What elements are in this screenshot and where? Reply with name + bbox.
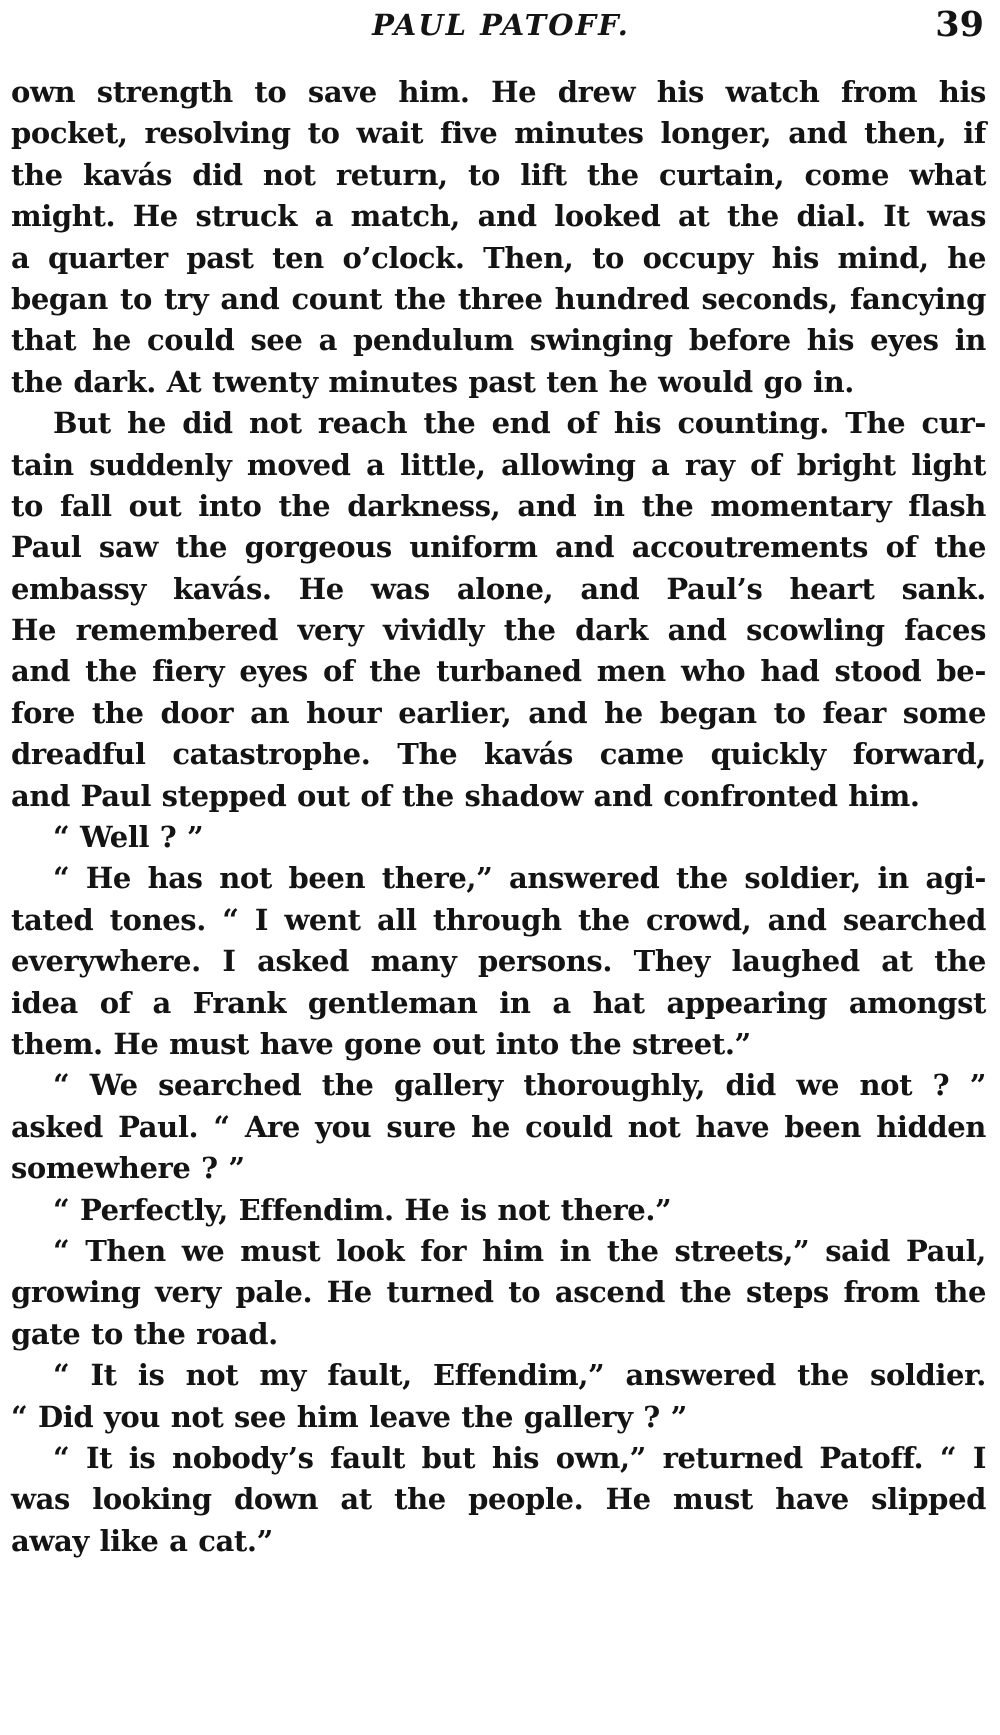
text-line: “ Perfectly, Effendim. He is not there.” — [53, 1192, 672, 1227]
text-line: “ Did you not see him leave the gallery ? ” — [11, 1399, 687, 1434]
text-line: idea of a Frank gentleman in a hat appearing amongst — [11, 985, 986, 1020]
text-line: “ Then we must look for him in the streets,” said Paul, — [53, 1233, 986, 1268]
text-line: and the fiery eyes of the turbaned men who had stood be- — [11, 654, 986, 689]
text-line: away like a cat.” — [11, 1523, 273, 1558]
text-line: fore the door an hour earlier, and he began to fear some — [11, 695, 986, 730]
page-number: 39 — [935, 4, 984, 45]
text-line: a quarter past ten o’clock. Then, to occupy his mind, he — [11, 240, 986, 275]
text-line: everywhere. I asked many persons. They laughed at the — [11, 944, 986, 979]
text-line: “ He has not been there,” answered the soldier, in agi- — [53, 861, 986, 896]
text-line: that he could see a pendulum swinging before his eyes in — [11, 323, 986, 358]
text-line: Paul saw the gorgeous uniform and accoutrements of the — [11, 530, 986, 565]
text-line: began to try and count the three hundred seconds, fancying — [11, 281, 986, 316]
text-line: to fall out into the darkness, and in the momentary flash — [11, 488, 986, 523]
text-line: might. He struck a match, and looked at the dial. It was — [11, 199, 986, 234]
text-line: asked Paul. “ Are you sure he could not have been hidden — [11, 1109, 986, 1144]
text-line: them. He must have gone out into the street.” — [11, 1026, 751, 1061]
text-line: tated tones. “ I went all through the crowd, and searched — [11, 902, 986, 937]
text-line: embassy kavás. He was alone, and Paul’s heart sank. — [11, 571, 986, 606]
text-line: somewhere ? ” — [11, 1151, 245, 1186]
text-line: growing very pale. He turned to ascend the steps from the — [11, 1275, 986, 1310]
text-line: the dark. At twenty minutes past ten he would go in. — [11, 364, 854, 399]
text-line: the kavás did not return, to lift the curtain, come what — [11, 157, 986, 192]
text-line: “ We searched the gallery thoroughly, did we not ? ” — [53, 1068, 986, 1103]
text-line: dreadful catastrophe. The kavás came quickly forward, — [11, 737, 986, 772]
text-line: But he did not reach the end of his counting. The cur- — [53, 406, 986, 441]
text-line: gate to the road. — [11, 1316, 278, 1351]
text-line: “ It is nobody’s fault but his own,” returned Patoff. “ I — [53, 1440, 986, 1475]
text-line: tain suddenly moved a little, allowing a ray of bright light — [11, 447, 986, 482]
text-line: own strength to save him. He drew his watch from his — [11, 75, 986, 109]
body-text — [11, 72, 986, 1562]
page-header — [14, 4, 988, 48]
text-line: pocket, resolving to wait five minutes longer, and then, if — [11, 116, 986, 151]
text-line: “ It is not my fault, Effendim,” answered the soldier. — [53, 1358, 986, 1393]
text-line: and Paul stepped out of the shadow and confronted him. — [11, 778, 920, 813]
running-title: PAUL PATOFF. — [372, 8, 630, 42]
text-line: “ Well ? ” — [53, 820, 204, 855]
text-line: was looking down at the people. He must have slipped — [11, 1482, 986, 1517]
text-line: He remembered very vividly the dark and scowling faces — [11, 613, 986, 648]
